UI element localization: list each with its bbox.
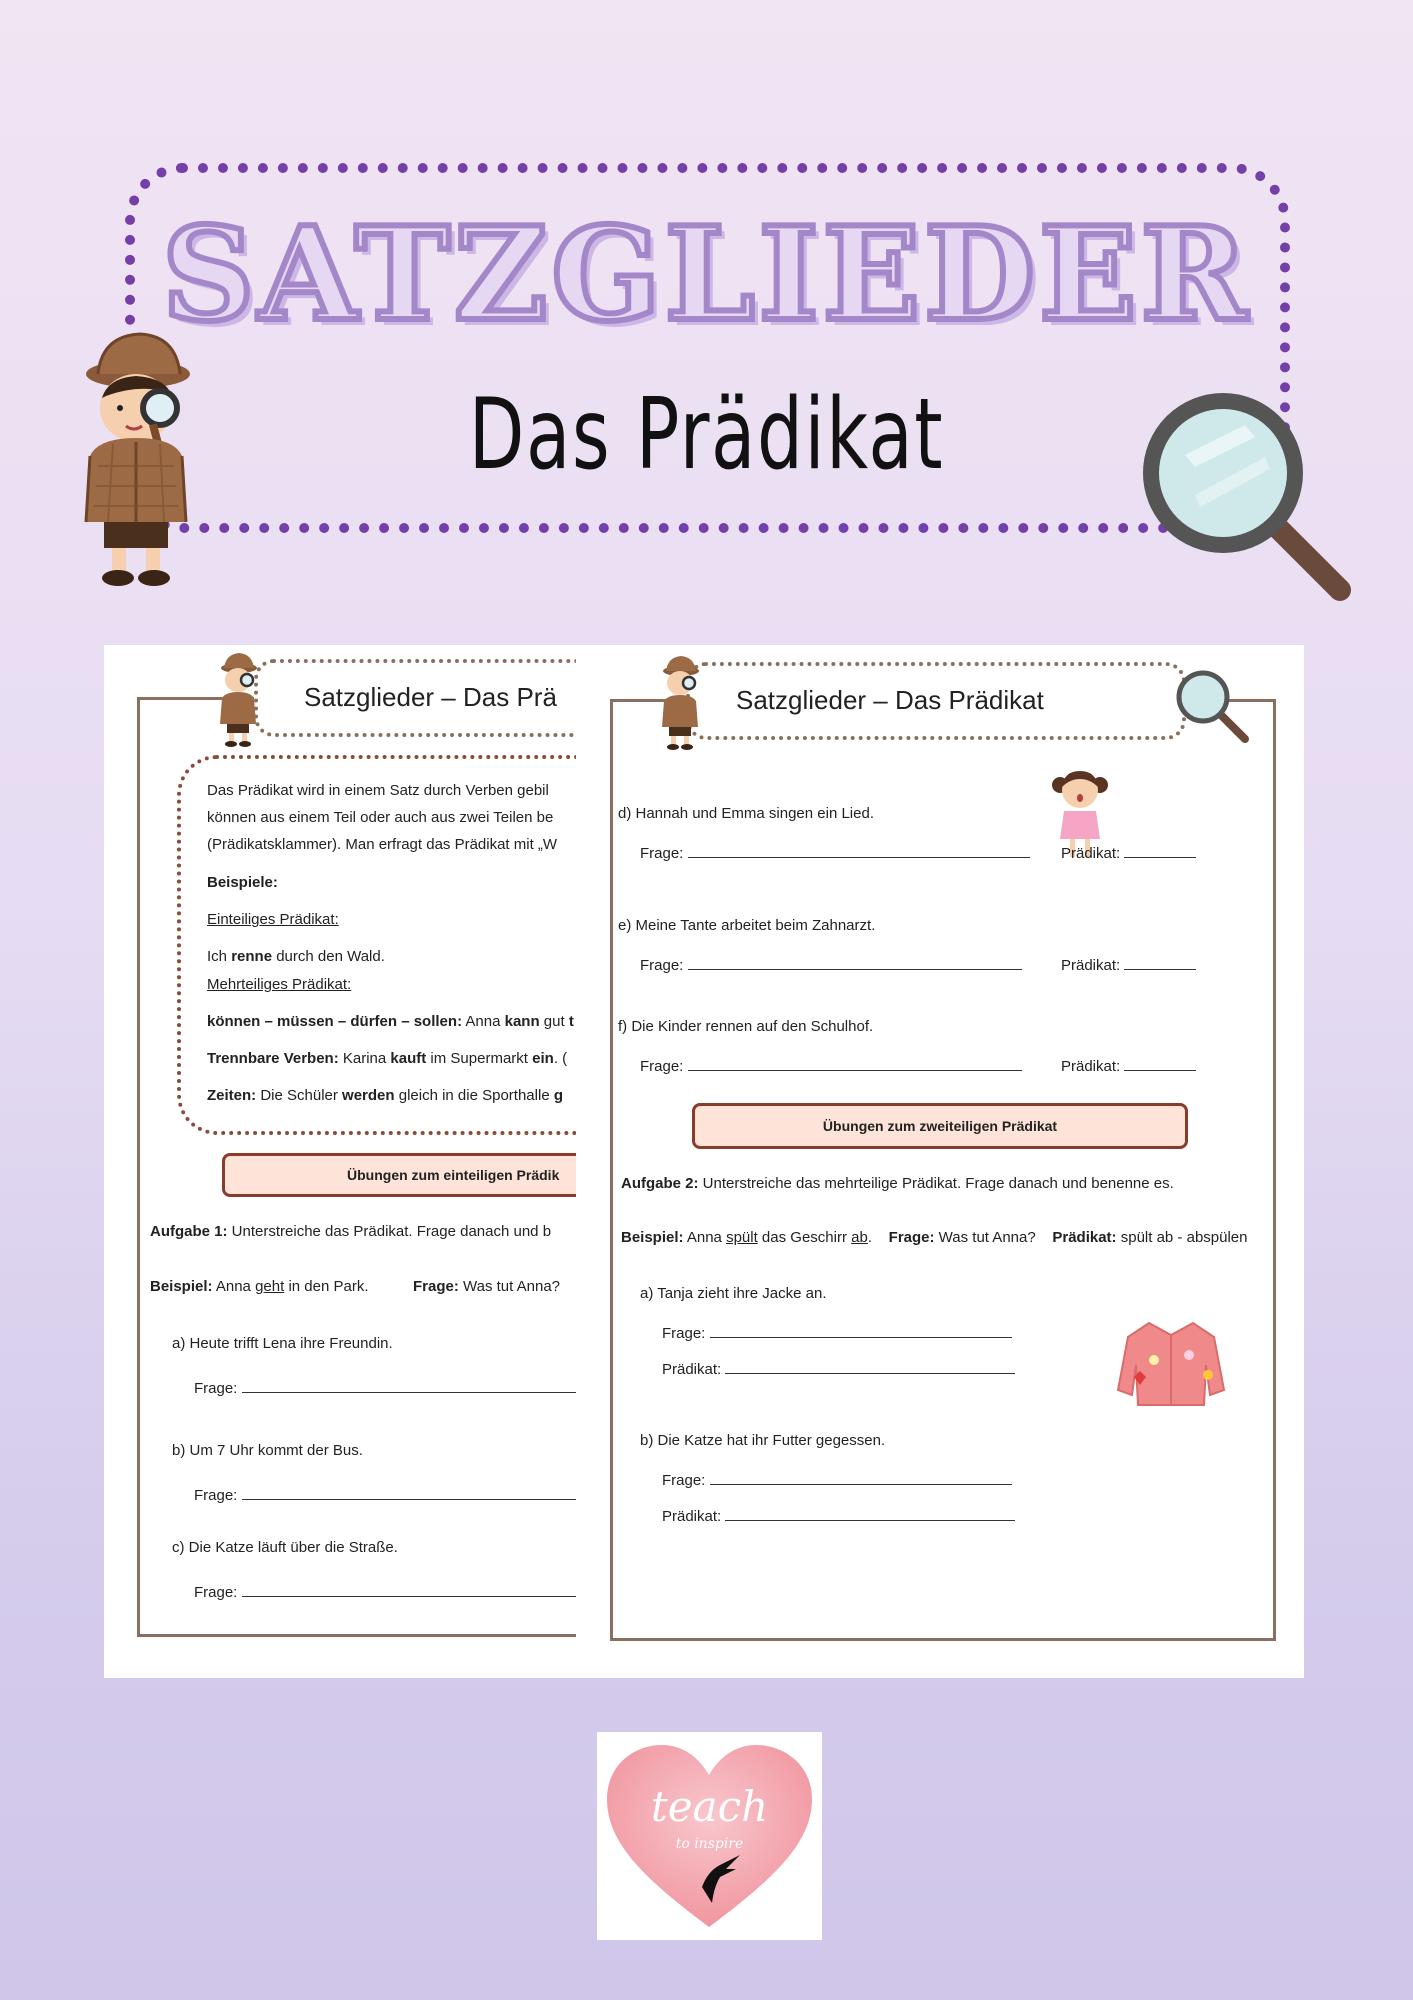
answer-line[interactable] — [710, 1470, 1012, 1485]
examples-label: Beispiele: — [207, 874, 278, 891]
task-1-example: Beispiel: Anna geht in den Park. — [150, 1278, 369, 1295]
answer-line[interactable] — [688, 843, 1030, 858]
multi-predicate-label: Mehrteiliges Prädikat: — [207, 976, 352, 993]
worksheet-page-1 — [104, 645, 576, 1678]
answer-line[interactable] — [242, 1582, 576, 1597]
exercise-b: b) Um 7 Uhr kommt der Bus. — [172, 1442, 363, 1459]
worksheet-preview — [104, 645, 1304, 1678]
intro-line-2: können aus einem Teil oder auch aus zwei Teilen be — [207, 809, 554, 826]
answer-line[interactable] — [725, 1359, 1015, 1374]
answer-line[interactable] — [1124, 1056, 1196, 1071]
exercise-f-predicate: Prädikat: — [1061, 1056, 1196, 1075]
answer-line[interactable] — [725, 1506, 1015, 1521]
magnifier-small-icon — [1171, 665, 1251, 745]
modal-example: können – müssen – dürfen – sollen: Anna kann gut t — [207, 1013, 574, 1030]
task-2-a: a) Tanja zieht ihre Jacke an. — [640, 1285, 827, 1302]
exercise-d-question: Frage: — [640, 843, 1030, 862]
exercise-e-predicate: Prädikat: — [1061, 955, 1196, 974]
single-predicate-example: Ich renne durch den Wald. — [207, 948, 385, 965]
exercise-d-predicate: Prädikat: — [1061, 843, 1196, 862]
exercise-heading-pill: Übungen zum einteiligen Prädik — [222, 1153, 576, 1197]
answer-line[interactable] — [1124, 843, 1196, 858]
exercise-f-question: Frage: — [640, 1056, 1022, 1075]
exercise-b-answer: Frage: — [194, 1485, 576, 1504]
task-2-b-predicate: Prädikat: — [662, 1506, 1015, 1525]
page-title: SATZGLIEDER — [161, 200, 1252, 350]
intro-line-3: (Prädikatsklammer). Man erfragt das Prädikat mit „W — [207, 836, 558, 853]
exercise-c-answer: Frage: — [194, 1582, 576, 1601]
logo — [597, 1732, 822, 1940]
magnifier-icon — [1135, 385, 1355, 605]
task-2-b: b) Die Katze hat ihr Futter gegessen. — [640, 1432, 886, 1449]
exercise-a: a) Heute trifft Lena ihre Freundin. — [172, 1335, 393, 1352]
answer-line[interactable] — [1124, 955, 1196, 970]
separable-example: Trennbare Verben: Karina kauft im Supermarkt ein. ( — [207, 1050, 568, 1067]
answer-line[interactable] — [688, 955, 1022, 970]
page-frame — [610, 699, 1276, 1641]
logo-tagline: to inspire — [675, 1836, 744, 1852]
task-1: Aufgabe 1: Unterstreiche das Prädikat. Frage danach und b — [150, 1223, 552, 1240]
task-2-a-predicate: Prädikat: — [662, 1359, 1015, 1378]
exercise-a-answer: Frage: — [194, 1378, 576, 1397]
task-2-a-question: Frage: — [662, 1323, 1012, 1342]
answer-line[interactable] — [242, 1378, 576, 1393]
exercise-heading-pill: Übungen zum zweiteiligen Prädikat — [692, 1103, 1188, 1149]
logo-word: teach — [650, 1782, 769, 1831]
single-predicate-label: Einteiliges Prädikat: — [207, 911, 339, 928]
intro-line-1: Das Prädikat wird in einem Satz durch Verben gebil — [207, 782, 549, 799]
exercise-e: e) Meine Tante arbeitet beim Zahnarzt. — [618, 917, 876, 934]
exercise-c: c) Die Katze läuft über die Straße. — [172, 1539, 398, 1556]
exercise-e-question: Frage: — [640, 955, 1022, 974]
detective-small-icon — [214, 650, 264, 750]
worksheet-header: Satzglieder – Das Prädikat — [736, 685, 1044, 715]
tense-example: Zeiten: Die Schüler werden gleich in die Sporthalle g — [207, 1087, 563, 1104]
answer-line[interactable] — [710, 1323, 1012, 1338]
worksheet-header: Satzglieder – Das Prä — [304, 682, 557, 712]
detective-small-icon — [656, 653, 706, 753]
task-2-example: Beispiel: Anna spült das Geschirr ab. Frage: Was tut Anna? Prädikat: spült ab - abspülen — [621, 1229, 1248, 1246]
task-1-example-question: Frage: Was tut Anna? — [413, 1278, 561, 1295]
worksheet-page-2 — [576, 645, 1304, 1678]
answer-line[interactable] — [242, 1485, 576, 1500]
exercise-d: d) Hannah und Emma singen ein Lied. — [618, 805, 874, 822]
detective-illustration — [68, 326, 198, 588]
page-subtitle: Das Prädikat — [468, 378, 945, 492]
task-2-b-question: Frage: — [662, 1470, 1012, 1489]
answer-line[interactable] — [688, 1056, 1022, 1071]
jacket-illustration — [1114, 1315, 1229, 1410]
task-2: Aufgabe 2: Unterstreiche das mehrteilige Prädikat. Frage danach und benenne es. — [621, 1175, 1174, 1192]
exercise-f: f) Die Kinder rennen auf den Schulhof. — [618, 1018, 874, 1035]
